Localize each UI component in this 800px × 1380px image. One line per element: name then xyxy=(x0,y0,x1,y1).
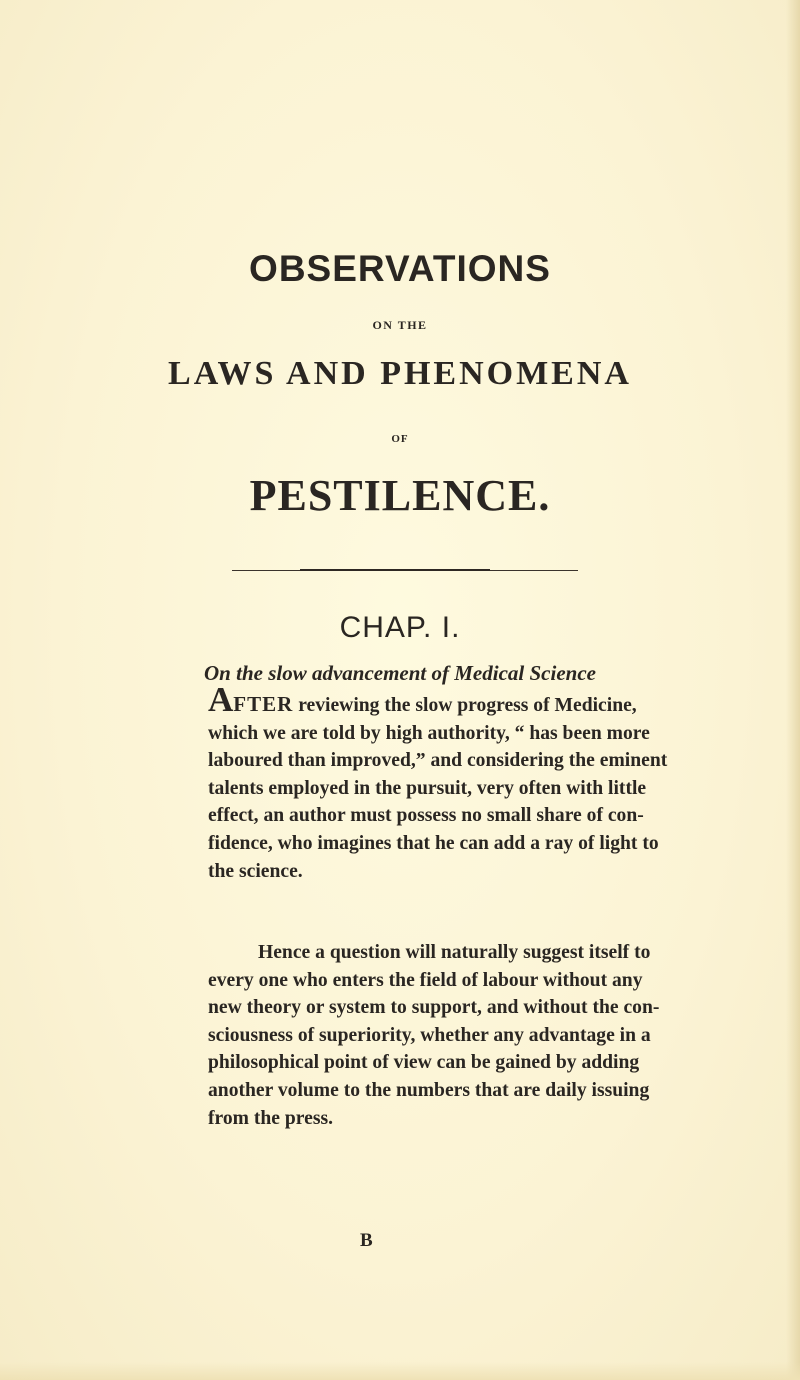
paragraph-1-line: the science. xyxy=(208,860,303,882)
paragraph-2-line: new theory or system to support, and without the con- xyxy=(208,997,660,1019)
page-edge-shadow-bottom xyxy=(0,1362,800,1380)
paragraph-1-line-text: reviewing the slow progress of Medicine, xyxy=(293,695,637,716)
signature-mark: B xyxy=(360,1230,373,1251)
drop-cap: A xyxy=(208,680,234,719)
paragraph-2-line: another volume to the numbers that are daily issuing xyxy=(208,1079,650,1101)
title-pestilence: PESTILENCE. xyxy=(249,471,551,520)
page-edge-shadow-right xyxy=(786,0,800,1380)
paragraph-2 xyxy=(208,939,660,1132)
paragraph-2-line: philosophical point of view can be gained by adding xyxy=(208,1052,640,1074)
title-on-the: ON THE xyxy=(372,318,428,332)
paragraph-2-line: sciousness of superiority, whether any advantage in a xyxy=(208,1024,651,1046)
paragraph-2-line: Hence a question will naturally suggest itself to xyxy=(258,942,651,963)
paragraph-1-line: fidence, who imagines that he can add a ray of light to xyxy=(208,832,659,854)
paragraph-2-line: every one who enters the field of labour without any xyxy=(208,969,643,991)
title-observations: OBSERVATIONS xyxy=(249,248,551,289)
paragraph-1-line xyxy=(208,680,637,720)
title-of: OF xyxy=(391,433,409,445)
paragraph-1-line: effect, an author must possess no small share of con- xyxy=(208,805,644,827)
paragraph-2-line: from the press. xyxy=(208,1107,333,1129)
paragraph-1-line: talents employed in the pursuit, very often with little xyxy=(208,777,647,799)
paragraph-1-line: laboured than improved,” and considering the eminent xyxy=(208,750,668,772)
small-caps-word: FTER xyxy=(233,692,294,716)
decorative-rule-thick xyxy=(300,569,490,571)
chapter-heading: CHAP. I. xyxy=(339,611,461,644)
title-laws-and-phenomena: LAWS AND PHENOMENA xyxy=(168,355,632,392)
paragraph-1-line: which we are told by high authority, “ has been more xyxy=(208,722,650,744)
paragraph-1 xyxy=(208,680,668,885)
chapter-subtitle: On the slow advancement of Medical Science xyxy=(204,661,596,685)
